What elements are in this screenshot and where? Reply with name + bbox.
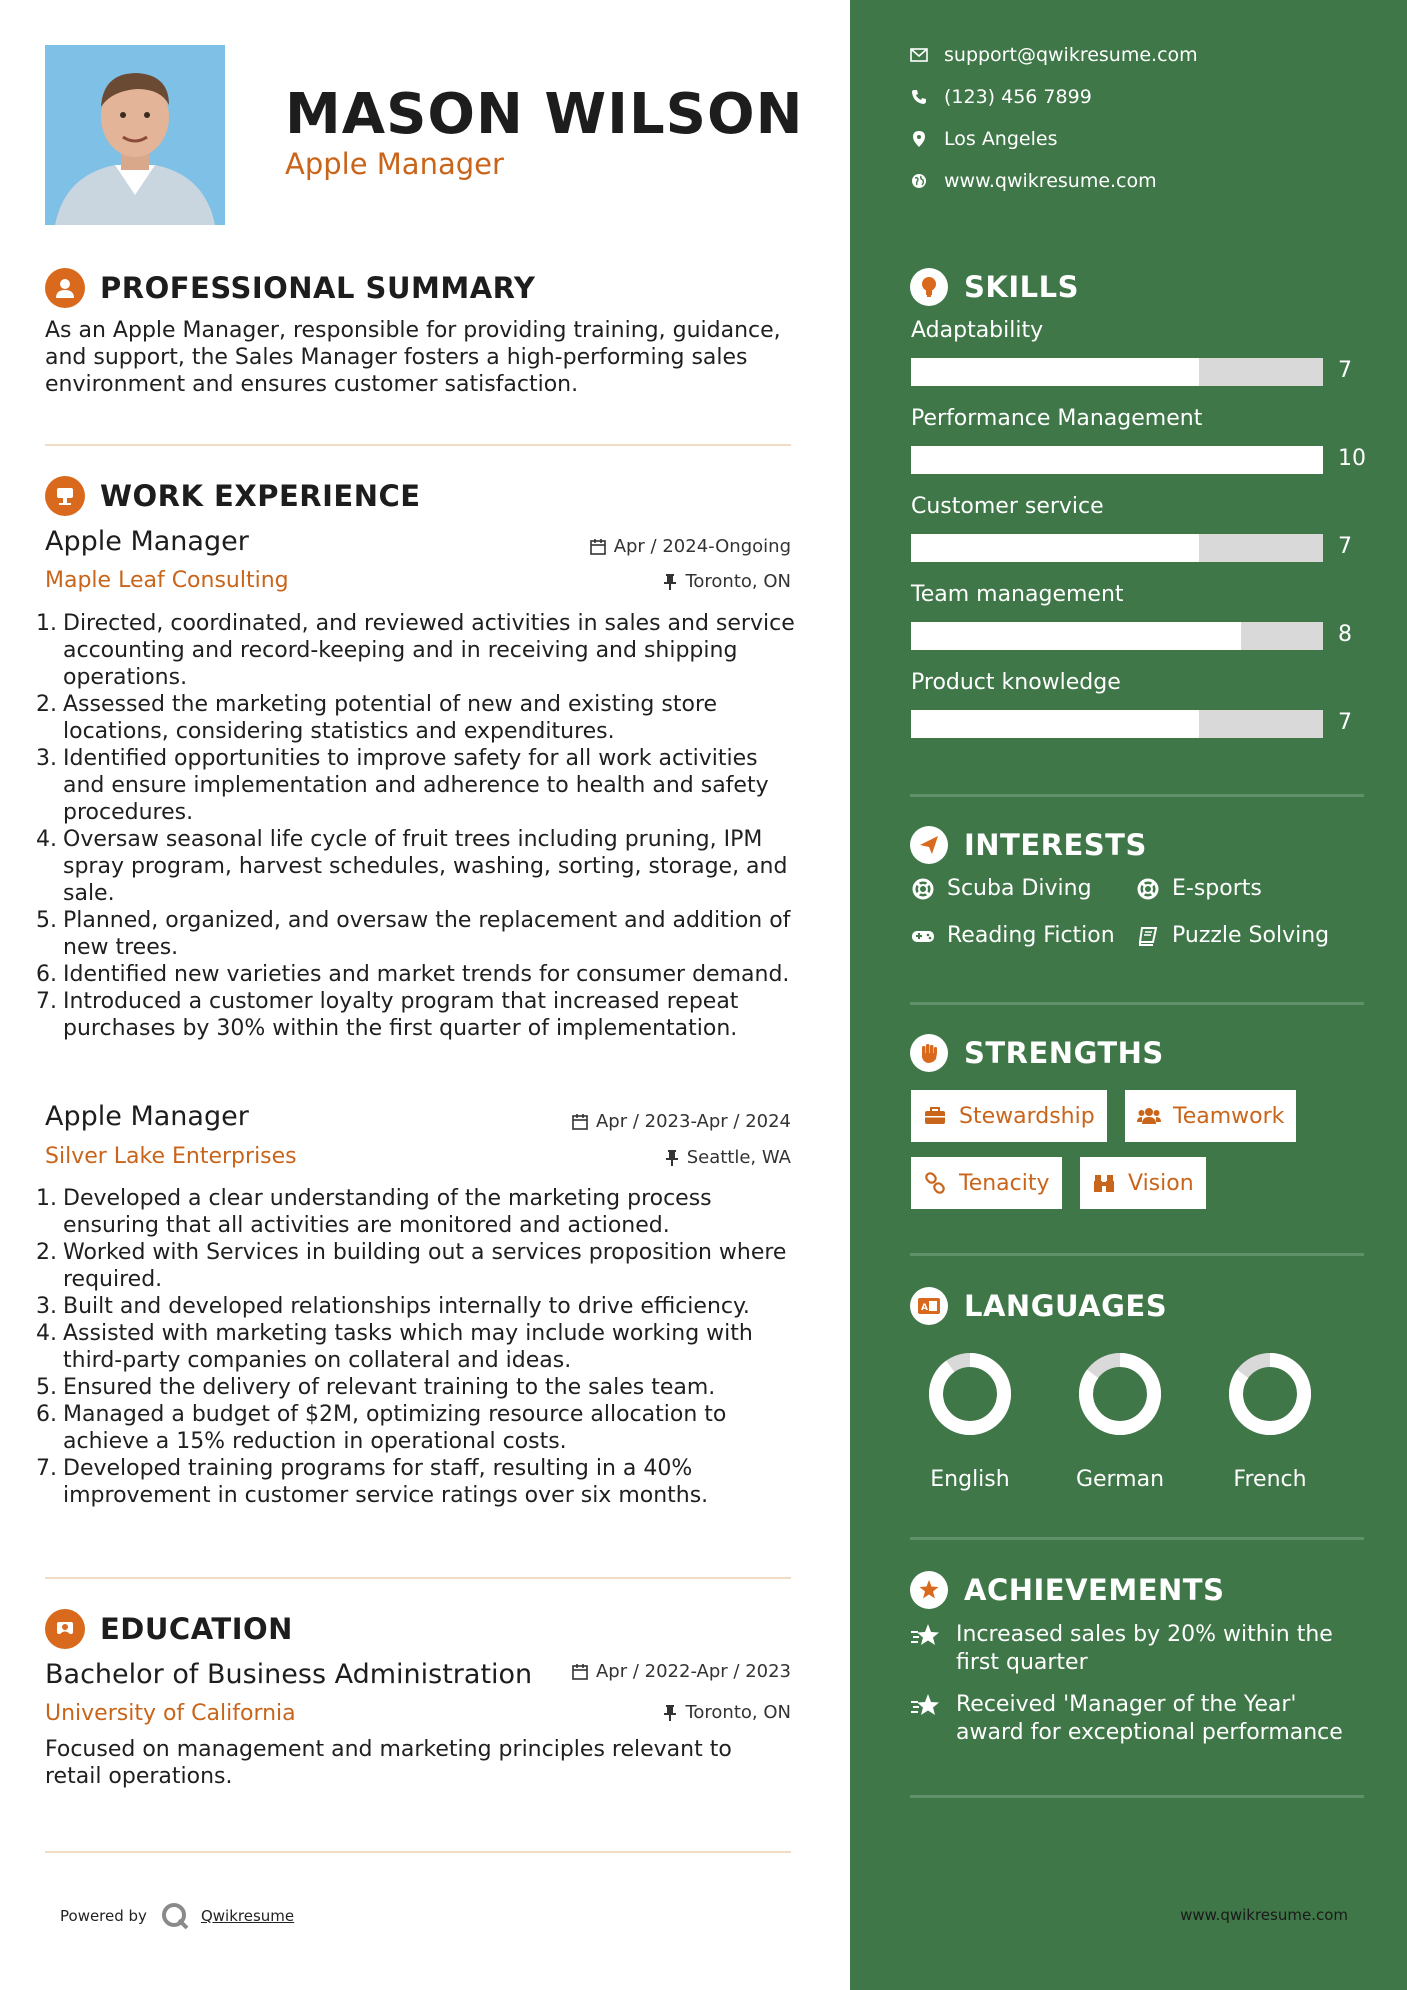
- star-icon: [910, 1621, 942, 1649]
- job-date-text: Apr / 2023-Apr / 2024: [595, 1111, 791, 1132]
- lifebuoy-icon: [911, 877, 935, 901]
- skill-bar-fill: [911, 710, 1199, 738]
- star-badge-icon: [910, 1571, 948, 1609]
- skill-bar: [911, 534, 1323, 562]
- skill-label: Customer service: [911, 494, 1104, 519]
- skill-value: 7: [1338, 534, 1352, 559]
- list-item: 4. Assisted with marketing tasks which may include working with third-party companies on collateral and ideas.: [36, 1321, 753, 1373]
- skill-value: 7: [1338, 710, 1352, 735]
- list-item: 2. Assessed the marketing potential of new and existing store locations, considering statistics and expenditures.: [36, 692, 718, 744]
- skill-bar: [911, 446, 1323, 474]
- job-bullets: [36, 1185, 806, 1509]
- job-company: Maple Leaf Consulting: [45, 568, 289, 593]
- achievements-heading: [910, 1571, 1224, 1609]
- list-item: 2. Worked with Services in building out a services proposition where required.: [36, 1240, 787, 1292]
- job-bullets: [36, 610, 806, 1042]
- lifebuoy-icon: [1136, 877, 1160, 901]
- achievement-text: Increased sales by 20% within the first quarter: [956, 1622, 1333, 1675]
- divider: [45, 444, 791, 446]
- skill-value: 10: [1338, 446, 1366, 471]
- skill-value: 7: [1338, 358, 1352, 383]
- strength-chip: [911, 1157, 1062, 1209]
- list-item: 4. Oversaw seasonal life cycle of fruit trees including pruning, IPM spray program, harvest schedules, washing, sorting, storage, and sale.: [36, 827, 788, 906]
- language-item: [915, 1349, 1025, 1492]
- interest-item: [1136, 923, 1329, 948]
- summary-title: PROFESSIONAL SUMMARY: [100, 271, 536, 305]
- job-title: Apple Manager: [45, 526, 249, 557]
- binoculars-icon: [1092, 1171, 1116, 1195]
- achievement-item: [910, 1621, 1370, 1677]
- interest-label: Scuba Diving: [947, 876, 1092, 901]
- divider: [910, 1002, 1364, 1005]
- users-icon: [1137, 1104, 1161, 1128]
- sidebar: [850, 0, 1407, 1990]
- job-date-text: Apr / 2024-Ongoing: [613, 536, 791, 557]
- job-location-text: Seattle, WA: [686, 1147, 791, 1168]
- skills-heading: [910, 268, 1079, 306]
- brand-link[interactable]: Qwikresume: [200, 1907, 295, 1925]
- contact-phone[interactable]: [910, 86, 1092, 108]
- summary-text: As an Apple Manager, responsible for providing training, guidance, and support, the Sales Manager fosters a high-performing sales environment and ensures customer satisfaction.: [45, 318, 781, 397]
- pin-icon: [663, 1705, 677, 1721]
- fist-icon: [910, 1034, 948, 1072]
- language-donut: [1225, 1349, 1315, 1439]
- language-label: French: [1233, 1467, 1307, 1492]
- education-date-text: Apr / 2022-Apr / 2023: [595, 1661, 791, 1682]
- job-location: [663, 571, 791, 592]
- skill-label: Performance Management: [911, 406, 1203, 431]
- profile-photo: [45, 45, 225, 225]
- achievements-title: ACHIEVEMENTS: [964, 1573, 1225, 1607]
- education-location-text: Toronto, ON: [685, 1702, 791, 1723]
- divider: [45, 1577, 791, 1579]
- skill-bar: [911, 358, 1323, 386]
- list-item: 3. Built and developed relationships internally to drive efficiency.: [36, 1294, 750, 1319]
- contact-email[interactable]: [910, 44, 1198, 66]
- contact-location-text: Los Angeles: [944, 128, 1058, 150]
- divider: [910, 794, 1364, 797]
- list-item: 5. Ensured the delivery of relevant training to the sales team.: [36, 1375, 716, 1400]
- language-donut-fill: [936, 1360, 1004, 1428]
- list-item: 1. Directed, coordinated, and reviewed activities in sales and service accounting and record-keeping and in receiving and shipping operations.: [36, 611, 795, 690]
- powered-by-label: Powered by: [60, 1907, 147, 1925]
- interests-heading: [910, 826, 1147, 864]
- interest-item: [911, 923, 1115, 948]
- strength-label: Vision: [1128, 1170, 1194, 1196]
- job-location-text: Toronto, ON: [685, 571, 791, 592]
- book-icon: [1136, 924, 1160, 948]
- education-text: Focused on management and marketing principles relevant to retail operations.: [45, 1737, 732, 1789]
- list-item: 6. Identified new varieties and market trends for consumer demand.: [36, 962, 790, 987]
- strength-label: Tenacity: [959, 1170, 1050, 1196]
- strength-label: Stewardship: [959, 1103, 1095, 1129]
- education-date: [572, 1661, 791, 1682]
- skill-value: 8: [1338, 622, 1352, 647]
- strengths-heading: [910, 1034, 1164, 1072]
- achievement-item: [910, 1691, 1370, 1747]
- summary-heading: [45, 268, 535, 308]
- strength-chip: [1080, 1157, 1206, 1209]
- strength-chip: [911, 1090, 1107, 1142]
- briefcase-icon: [923, 1104, 947, 1128]
- job-title: Apple Manager: [45, 1101, 249, 1132]
- list-item: 5. Planned, organized, and oversaw the replacement and addition of new trees.: [36, 908, 791, 960]
- skill-bar-fill: [911, 446, 1323, 474]
- skills-title: SKILLS: [964, 270, 1079, 304]
- job-location: [665, 1147, 791, 1168]
- envelope-icon: [910, 46, 928, 64]
- job-date: [590, 536, 791, 557]
- contact-website[interactable]: [910, 170, 1157, 192]
- strengths-title: STRENGTHS: [964, 1036, 1164, 1070]
- paper-plane-icon: [910, 826, 948, 864]
- list-item: 7. Introduced a customer loyalty program that increased repeat purchases by 30% within the first quarter of implementation.: [36, 989, 739, 1041]
- globe-icon: [910, 172, 928, 190]
- phone-icon: [910, 88, 928, 106]
- experience-heading: [45, 476, 421, 516]
- skill-bar: [911, 710, 1323, 738]
- divider: [910, 1537, 1364, 1540]
- language-item: [1215, 1349, 1325, 1492]
- interest-item: [911, 876, 1092, 901]
- pin-icon: [663, 574, 677, 590]
- map-marker-icon: [910, 130, 928, 148]
- experience-title: WORK EXPERIENCE: [100, 479, 421, 513]
- language-label: English: [930, 1467, 1010, 1492]
- divider: [910, 1795, 1364, 1798]
- qwikresume-logo-icon: [161, 1902, 189, 1930]
- job-company: Silver Lake Enterprises: [45, 1144, 297, 1169]
- language-label: German: [1075, 1467, 1165, 1492]
- skill-bar-fill: [911, 622, 1241, 650]
- language-donut: [1075, 1349, 1165, 1439]
- link-icon: [923, 1171, 947, 1195]
- calendar-icon: [590, 539, 606, 555]
- powered-by: [60, 1902, 294, 1930]
- briefcase-icon: [45, 476, 85, 516]
- education-location: [663, 1702, 791, 1723]
- user-icon: [45, 268, 85, 308]
- candidate-name: MASON WILSON: [285, 82, 804, 147]
- language-icon: [910, 1287, 948, 1325]
- contact-location: [910, 128, 1057, 150]
- list-item: 7. Developed training programs for staff, resulting in a 40% improvement in customer service ratings over six months.: [36, 1456, 709, 1508]
- skill-label: Adaptability: [911, 318, 1044, 343]
- skill-bar: [911, 622, 1323, 650]
- skill-bar-fill: [911, 358, 1199, 386]
- languages-title: LANGUAGES: [964, 1289, 1168, 1323]
- list-item: 1. Developed a clear understanding of the marketing process ensuring that all activities are monitored and actioned.: [36, 1186, 712, 1238]
- contact-phone-text: (123) 456 7899: [944, 86, 1092, 108]
- list-item: 6. Managed a budget of $2M, optimizing resource allocation to achieve a 15% reduction in operational costs.: [36, 1402, 727, 1454]
- languages-heading: [910, 1287, 1167, 1325]
- calendar-icon: [572, 1114, 588, 1130]
- achievement-text: Received 'Manager of the Year' award for exceptional performance: [956, 1692, 1343, 1745]
- divider: [910, 1253, 1364, 1256]
- contact-website-text: www.qwikresume.com: [944, 170, 1157, 192]
- contact-email-text: support@qwikresume.com: [944, 44, 1198, 66]
- divider: [45, 1851, 791, 1853]
- list-item: 3. Identified opportunities to improve safety for all work activities and ensure implementation and adherence to health and safety procedures.: [36, 746, 769, 825]
- interest-label: E-sports: [1172, 876, 1262, 901]
- strength-label: Teamwork: [1173, 1103, 1285, 1129]
- footer-website[interactable]: www.qwikresume.com: [1180, 1906, 1348, 1924]
- interest-item: [1136, 876, 1262, 901]
- calendar-icon: [572, 1664, 588, 1680]
- interests-title: INTERESTS: [964, 828, 1147, 862]
- candidate-role: Apple Manager: [285, 147, 504, 181]
- lightbulb-icon: [910, 268, 948, 306]
- skill-label: Product knowledge: [911, 670, 1121, 695]
- gamepad-icon: [911, 924, 935, 948]
- education-title: EDUCATION: [100, 1612, 293, 1646]
- interest-label: Reading Fiction: [947, 923, 1115, 948]
- graduation-icon: [45, 1609, 85, 1649]
- language-item: [1065, 1349, 1175, 1492]
- degree-title: Bachelor of Business Administration: [45, 1659, 533, 1690]
- svg-text:A: A: [921, 1303, 928, 1313]
- skill-bar-fill: [911, 534, 1199, 562]
- interest-label: Puzzle Solving: [1172, 923, 1330, 948]
- school-name: University of California: [45, 1701, 296, 1726]
- language-donut: [925, 1349, 1015, 1439]
- skill-label: Team management: [911, 582, 1124, 607]
- strength-chip: [1125, 1090, 1296, 1142]
- education-heading: [45, 1609, 293, 1649]
- job-date: [572, 1111, 791, 1132]
- pin-icon: [665, 1150, 679, 1166]
- star-icon: [910, 1691, 942, 1719]
